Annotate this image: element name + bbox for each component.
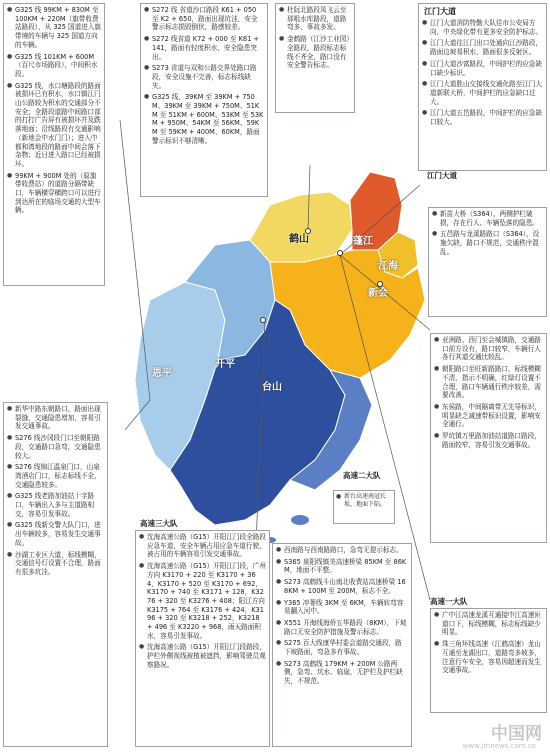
panel-mid-top (140, 3, 268, 197)
label-enping: 恩平 (152, 368, 172, 379)
panel-right-top (418, 3, 547, 171)
list-item: ● 珠三角环线高速（江鹤高速）龙山互通至龙湖出口，道路弯多坡多，注意行车安全，容易因超速而发生交通事故。 (434, 640, 543, 675)
list-item: ● S273 高鹤线 179KM + 200M 公路两侧，急弯、坑水、临崖，无护栏及护栏缺失，不规范。 (276, 660, 408, 686)
list-item: ● G325 线老路加油站十字路口，车辆出入多与主道路相交，容易引发事故。 (7, 492, 104, 518)
panel-right-mid (428, 207, 547, 317)
city-dot-heshan (305, 228, 311, 234)
list-item: ● 99KM + 900M 处的（原旗带收费站）的道路分隔带缺口，车辆横穿横跨口可以进行到达所在的临场交通的大型车辆。 (7, 172, 101, 216)
list-item: ● 江门大道往江门出口处通向江沙路段，路面边坡易积水，路面很多反射区。 (422, 39, 543, 56)
list-item: ● S272 线省道 K72 + 000 至 K81 + 141，路面有轻度积水，安全隐患突出。 (144, 35, 264, 61)
list-item: ● 亚洲路、西门至会城镇路，交通路口前方设有，路口较窄，车辆行人各行其道交通比较乱。 (434, 336, 543, 362)
list-item: ● S272 线 省道沙口路段 K61 + 050 至 K2 + 650，路面出现坑洼，安全警示标志损毁倒伏，路感较差。 (144, 6, 264, 32)
list-item: ● 沈海高速公路（G15）开阳江门段全路段应急车道，安全车辆占用应急车道行驶，被占用的车辆容易引发交通事故。 (139, 533, 266, 559)
panel-bottom-mid (135, 530, 270, 747)
list-item: ● G325 线 101KM + 600M（百尺市场路段），中间积水段。 (7, 53, 101, 79)
watermark-url: www.jmnews.com.cn (462, 742, 536, 750)
caption-jiangmen-dadao: 江门大道 (427, 171, 457, 180)
list-item: ● 朝阳路口至旺新路路口，标线模糊不清，指示不明确，红绿灯设置不合理，路口车辆通行秩序较差，需要改善。 (434, 365, 543, 400)
list-item: ● 西南路与西南路路口，急弯无提示标志。 (276, 546, 408, 555)
list-item: ● X551 开海线海侨五华路段（8KM），下坡路口无安全防护措施及警示标志。 (276, 619, 408, 636)
city-dot-xinhui (377, 281, 383, 287)
label-pengjiang: 蓬江 (353, 236, 373, 247)
list-item: ● 广中江高速龙溪互通接中江高速匝道口下，标线模糊，标志标线缺少明显。 (434, 611, 543, 637)
panel-center-top (275, 3, 355, 113)
list-item: ● S275 百大线康华村委会道路交通段，路下坡路面，弯急多有事故。 (276, 639, 408, 656)
list-item: ● 东侯路，中间隔离带无先导标识，明显缺乏减速带标识设置，影响安全通行。 (434, 403, 543, 429)
panel-title: 江门大道 (424, 7, 456, 16)
list-item: ● G325 线，水口塘路段的路面被损坏已有积水，水口镇江门山公路较为积水的交通部分不安全；全路段道路中间路口部的打打广告屏有被损坏并及跌落地面；沿线路段有交通影响（新地会中水门门）；进入中都和湾地段的路面中间会落下杂物；近日进入路口已经被损坏。 (7, 82, 101, 169)
list-item: ● Y365 冲蒌线 3KM 至 6KM，车辆转弯容易翻入河中。 (276, 599, 408, 616)
island-1 (291, 515, 309, 525)
panel-left-lower (3, 402, 108, 747)
label-kaiping: 开平 (215, 359, 235, 370)
list-item: ● 沙湖工业区大道，标线模糊，交通信号灯设置不合理，路面有很多坑洼。 (7, 551, 104, 577)
list-item: ● S276 线锦江温泉门口，山泉湾酒店门口，标志标线不全，交通隐患较多。 (7, 463, 104, 489)
xintai-note: ● 新台高速南冠长坂，地面下陷。 (336, 493, 392, 509)
label-xinhui: 新会 (368, 288, 388, 299)
panel-bottom-right-mid (272, 543, 412, 747)
label-heshan: 鹤山 (289, 234, 309, 245)
list-item: ● 沈海高速公路（G15）开阳江门段路段，护栏外侧视线被植被遮挡，影响驾驶员观察路况。 (139, 643, 266, 669)
list-item: ● S273 高鹤线斗山南北收费站高速桥梁 168KM + 100M 至 200M，标志不全。 (276, 578, 408, 595)
city-dot-pengjiang (337, 250, 343, 256)
list-item: ● S273 省道与双和公路交界处路口路段，安全设施不完善，标志标线缺失。 (144, 64, 264, 90)
list-item: ● 新华中路东朝路口，路面出现裂缝，交通隐患增加，容易引发交通事故。 (7, 405, 104, 431)
caption-gaosu-sandadui: 高速三大队 (140, 519, 178, 528)
list-item: ● G325 线，39KM 至 39KM + 750M、39KM 至 39KM + 750M、51KM 至 51KM + 600M、53KM 至 53KM + 950M、54KM 至 56KM、59KM 至 59KM + 400M、60KM，路面警示标识不够清晰。 (144, 93, 264, 145)
list-item: ● 五邑路与龙溪路路口（S364），设施欠缺，路口不规范，交通秩序混乱。 (432, 230, 543, 256)
list-item: ● 江门大道消防特勤大队往市公安局方向，中央绿化带有更多安全防护标志。 (422, 19, 543, 36)
panel-bottom-right (430, 608, 547, 713)
list-item: ● S276 线沙冈段门口至朝阳路段，交通路口急弯，交通隐患较大。 (7, 434, 104, 460)
list-item: ● 江门大道沙富路段，中间护栏的应急缺口缺少标识。 (422, 60, 543, 77)
list-item: ● S365 泉阳线镇美高速桥梁 85KM 至 86KM，地面不平整。 (276, 558, 408, 575)
list-item: ● 新苗大桥（S364），两侧护栏破损，存在行人、车辆坠落的隐患。 (432, 210, 543, 227)
city-dot-taishan (260, 317, 266, 323)
list-item: ● 沈海高速公路（G15）开阳江门段，广州方向 K3170 + 220 至 K3170 + 364，K3170 + 520 至 K3170 + 692，K3170 + 740 至 K3171 + 128，K3276 + 320 至 K3276 + 408；阳江方向 K3175 + 764 至 K3176 + 424，K3196 + 320 至 K3218 + 252，K3218 + 496 至 K3220 + 968，雨天路面积水，容易引发事故。 (139, 562, 266, 640)
panel-xintai (333, 490, 395, 524)
list-item: ● G325 线新交警大队门口，进出车辆较多，容易发生交通事故。 (7, 521, 104, 547)
caption-gaosu-yidadui: 高速一大队 (430, 597, 468, 606)
label-jianghai: 江海 (378, 261, 398, 272)
list-item: ● 江门大道五邑路段，中间护栏的应急缺口较大。 (422, 109, 543, 126)
watermark-logo: 中国网 (491, 724, 542, 744)
label-taishan: 台山 (262, 382, 282, 393)
panel-right-lower (430, 333, 547, 543)
list-item: ● 罗坑镇万里路加油站道路口路段，路面较窄，容易引发交通事故。 (434, 432, 543, 449)
list-item: ● 金鹤路（江沙工业园）全路段，路段标志标线不齐全，路口没有安全警告标志。 (279, 35, 351, 70)
caption-gaosu-erdadui: 高速二大队 (343, 471, 381, 480)
panel-left (3, 3, 105, 286)
list-item: ● G325 线 99KM + 830M 至 100KM + 220M（旗带收费站路段），从 325 国道进入旗带境的车辆与 325 国道方向的车辆。 (7, 6, 101, 50)
list-item: ● 杜阮北路段凤飞云至那咀水库路段，道路弯多、事故多发。 (279, 6, 351, 32)
list-item: ● 江门大道胜山交接线交通化路至江门大道新联大桥，中间护栏的应急缺口过大。 (422, 80, 543, 106)
